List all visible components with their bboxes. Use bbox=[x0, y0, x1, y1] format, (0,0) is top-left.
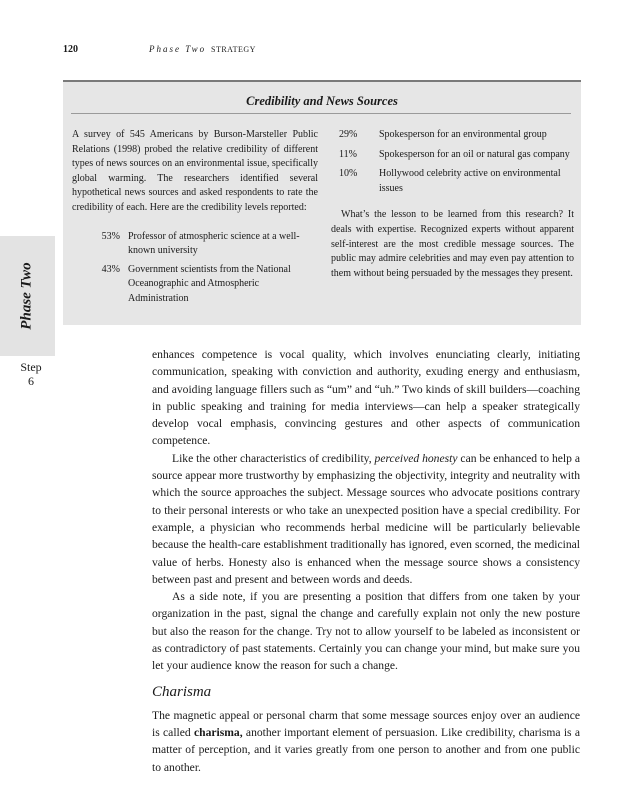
step-marker bbox=[14, 360, 48, 388]
body-paragraph bbox=[152, 450, 580, 588]
body-paragraph: As a side note, if you are presenting a position that differs from one taken by your organization in the past, signal the change and carefully explain not only the new posture but also the reason for the change. Try not to allow yourself to be labeled as inconsistent or as contradictory of past statements. Certainly you can change your mind, but make sure you let your audience know the reason for such a change. bbox=[152, 590, 580, 673]
stat-item bbox=[331, 128, 574, 143]
text-run: Like the other characteristics of credibility, bbox=[172, 451, 375, 465]
box-divider bbox=[71, 113, 571, 114]
box-title: Credibility and News Sources bbox=[246, 94, 398, 108]
running-section-title: STRATEGY bbox=[211, 45, 256, 54]
box-left-column bbox=[72, 128, 318, 311]
stat-description: Government scientists from the National Oceanographic and Atmospheric Administration bbox=[128, 263, 291, 304]
running-part-title: Phase Two bbox=[149, 44, 207, 54]
stat-list-left bbox=[72, 230, 318, 307]
step-number: 6 bbox=[28, 374, 34, 388]
stat-percent: 11% bbox=[339, 148, 357, 160]
step-word: Step bbox=[20, 360, 42, 374]
key-term: perceived honesty bbox=[374, 451, 458, 465]
key-term: charisma, bbox=[194, 725, 243, 739]
sidebar-box bbox=[63, 80, 581, 325]
stat-item bbox=[331, 167, 574, 196]
stat-description: Professor of atmospheric science at a well-known university bbox=[128, 230, 300, 257]
stat-percent: 43% bbox=[101, 263, 120, 275]
stat-item bbox=[72, 230, 318, 259]
stat-description: Hollywood celebrity active on environmental issues bbox=[379, 168, 561, 194]
stat-percent: 29% bbox=[339, 129, 358, 140]
box-lesson: What’s the lesson to be learned from this research? It deals with expertise. Recognized experts without apparent self-interest are the most credible message sources. The public may admire celebrities and may even pay attention to them without being persuaded by the messages they present. bbox=[331, 209, 574, 279]
phase-side-label: Phase Two bbox=[18, 262, 35, 330]
text-run: another important element of persuasion. Like credibility, charisma is a matter of perception, and it varies greatly from one person to another and from one public to another. bbox=[152, 725, 580, 774]
page-number: 120 bbox=[63, 44, 78, 55]
page-header bbox=[63, 38, 583, 58]
text-run: can be enhanced to help a source appear more trustworthy by emphasizing the objectivity, integrity and neutrality with which the source approaches the subject. Message sources who advocate positions contrary to their personal interests or who take an unexpected position have a special credibility. For example, a physician who recommends herbal medicine will be particularly believable because the health-care establishment traditionally has ignored, even scorned, the medicinal value of herbs. Honesty also is enhanced when the message source shows a consistency between past and present and between words and deeds. bbox=[152, 451, 580, 586]
stat-percent: 53% bbox=[101, 230, 120, 242]
stat-description: Spokesperson for an oil or natural gas company bbox=[379, 148, 570, 160]
text-run: The magnetic appeal or personal charm that some message sources enjoy over an audience is called bbox=[152, 708, 580, 739]
box-intro: A survey of 545 Americans by Burson-Marsteller Public Relations (1998) probed the relative credibility of different types of news sources on an environmental issue, specifically global warming. The researchers identified several hypothetical news sources and asked respondents to rate the credibility of each. Here are the credibility levels reported: bbox=[72, 129, 318, 213]
main-text bbox=[152, 346, 580, 776]
stat-item bbox=[72, 263, 318, 307]
stat-percent: 10% bbox=[339, 168, 358, 180]
body-paragraph: enhances competence is vocal quality, which involves enunciating clearly, initiating communication, speaking with conviction and authority, exuding energy and enthusiasm, and avoiding language fillers such as “um” and “uh.” Two kinds of skill builders—coaching in public speaking and training for media interviews—can help a speaker strategically develop vocal emphasis, convincing gestures and other aspects of communication competence. bbox=[152, 348, 580, 448]
box-right-column bbox=[331, 128, 574, 281]
stat-item bbox=[331, 148, 574, 163]
body-paragraph bbox=[152, 707, 580, 776]
section-heading: Charisma bbox=[152, 683, 212, 700]
stat-description: Spokesperson for an environmental group bbox=[379, 129, 547, 140]
